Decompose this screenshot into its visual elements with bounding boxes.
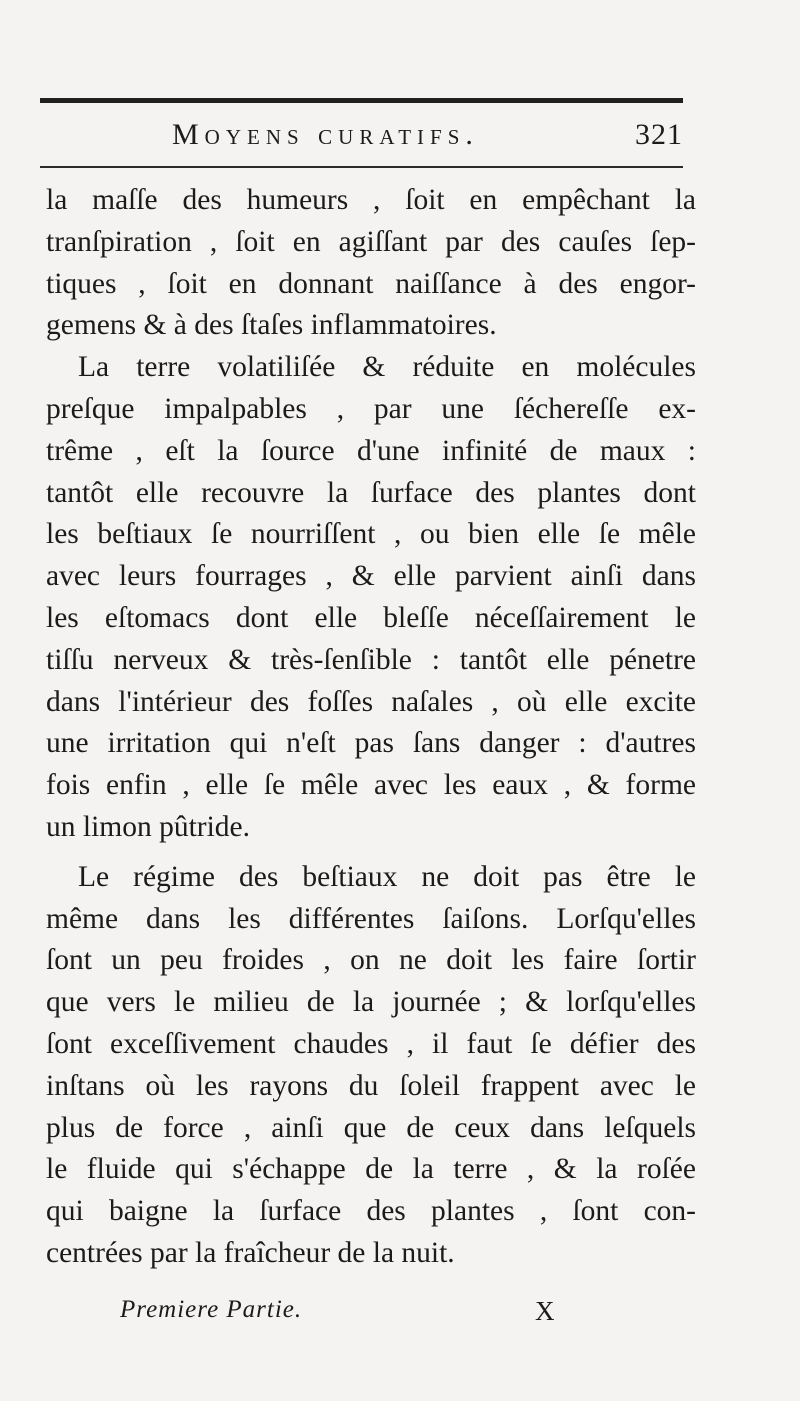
body-text <box>46 180 696 1275</box>
text-line: la maſſe des humeurs , ſoit en empêchant la <box>46 184 696 216</box>
text-line: avec leurs fourrages , & elle parvient ainſi dans <box>46 560 696 593</box>
text-line: les eſtomacs dont elle bleſſe néceſſairement le <box>46 601 696 634</box>
text-line: une irritation qui n'eſt pas ſans danger : d'autres <box>46 727 696 760</box>
text-line: que vers le milieu de la journée ; & lorſqu'elles <box>46 986 696 1019</box>
text-line: même dans les différentes ſaiſons. Lorſqu'elles <box>46 902 696 935</box>
text-line: preſque impalpables , par une ſéchereſſe ex- <box>46 392 696 425</box>
text-line: ſont exceſſivement chaudes , il faut ſe défier des <box>46 1027 696 1060</box>
signature-mark: X <box>535 1296 555 1326</box>
page-number: 321 <box>635 118 683 151</box>
text-line: tranſpiration , ſoit en agiſſant par des cauſes ſep- <box>46 225 696 258</box>
page-footer <box>40 1296 683 1336</box>
text-line: ſont un peu froides , on ne doit les faire ſortir <box>46 944 696 977</box>
text-line: le fluide qui s'échappe de la terre , & la roſée <box>46 1153 696 1186</box>
text-line: gemens & à des ſtaſes inflammatoires. <box>46 309 497 342</box>
text-line: un limon pûtride. <box>46 810 251 843</box>
text-line: tiques , ſoit en donnant naiſſance à des engor- <box>46 267 696 300</box>
text-line: qui baigne la ſurface des plantes , ſont con- <box>46 1195 696 1228</box>
text-line: tantôt elle recouvre la ſurface des plantes dont <box>46 476 696 509</box>
text-line: les beſtiaux ſe nourriſſent , ou bien elle ſe mêle <box>46 518 696 551</box>
paragraph-first-line: La terre volatiliſée & réduite en molécules <box>78 351 696 384</box>
running-head <box>40 118 683 158</box>
header-rule <box>40 166 683 168</box>
text-line: trême , eſt la ſource d'une infinité de maux : <box>46 434 696 467</box>
text-line: dans l'intérieur des foſſes naſales , où elle excite <box>46 685 696 718</box>
text-line: fois enfin , elle ſe mêle avec les eaux , & forme <box>46 769 696 802</box>
paragraph-gap <box>46 849 696 857</box>
paragraph-first-line: Le régime des beſtiaux ne doit pas être le <box>78 860 696 893</box>
text-line: tiſſu nerveux & très-ſenſible : tantôt elle pénetre <box>46 643 696 676</box>
text-line: plus de force , ainſi que de ceux dans leſquels <box>46 1111 696 1144</box>
top-rule <box>40 98 683 103</box>
running-title: Moyens curatifs. <box>172 118 479 151</box>
part-title: Premiere Partie. <box>120 1296 303 1323</box>
text-line: inſtans où les rayons du ſoleil frappent avec le <box>46 1069 696 1102</box>
text-line: centrées par la fraîcheur de la nuit. <box>46 1236 455 1269</box>
